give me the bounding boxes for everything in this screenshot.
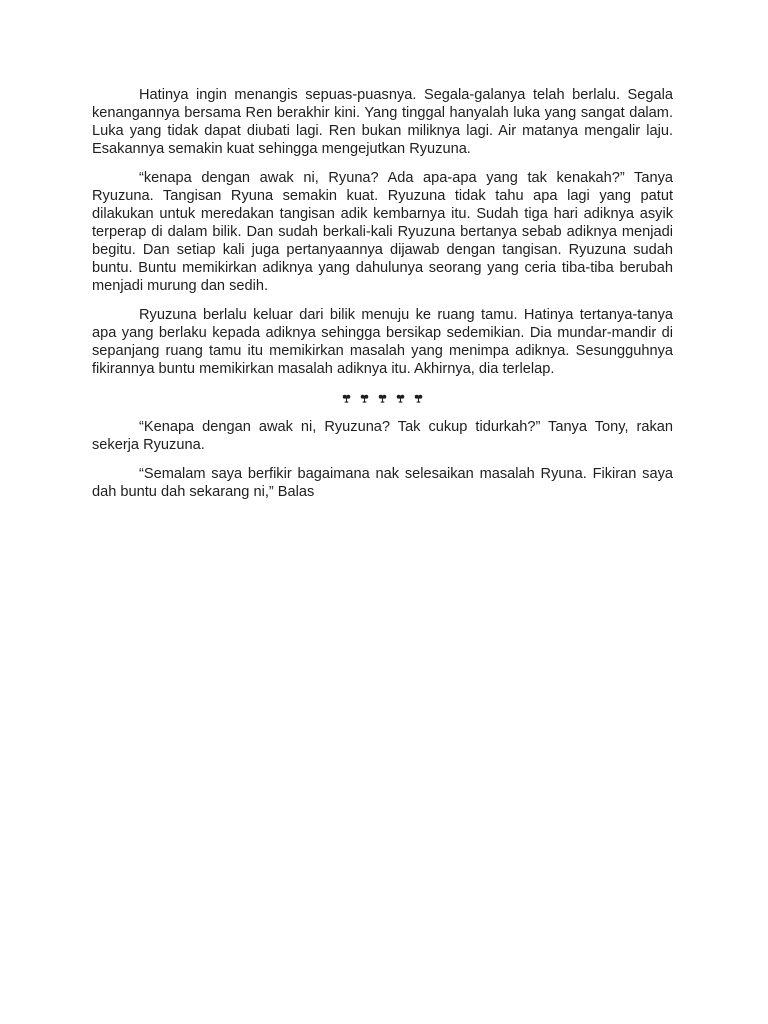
document-body <box>92 86 673 512</box>
paragraph: Hatinya ingin menangis sepuas-puasnya. Segala-galanya telah berlalu. Segala kenangannya bersama Ren berakhir kini. Yang tinggal hanyalah luka yang sangat dalam. Luka yang tidak dapat diubati lagi. Ren bukan miliknya lagi. Air matanya mengalir laju. Esakannya semakin kuat sehingga mengejutkan Ryuzuna. <box>92 87 673 157</box>
paragraph: Ryuzuna berlalu keluar dari bilik menuju ke ruang tamu. Hatinya tertanya-tanya apa yang berlaku kepada adiknya sehingga bersikap sedemikian. Dia mundar-mandir di sepanjang ruang tamu itu memikirkan masalah yang menimpa adiknya. Sesungguhnya fikirannya buntu memikirkan masalah adiknya itu. Akhirnya, dia terlelap. <box>92 307 673 377</box>
flourish-icon <box>414 394 423 403</box>
flourish-icon <box>378 394 387 403</box>
flourish-icon <box>360 394 369 403</box>
section-separator <box>92 389 673 407</box>
paragraph: “Kenapa dengan awak ni, Ryuzuna? Tak cukup tidurkah?” Tanya Tony, rakan sekerja Ryuzuna. <box>92 419 673 453</box>
flourish-icon <box>342 394 351 403</box>
flourish-icon <box>396 394 405 403</box>
paragraph: “Semalam saya berfikir bagaimana nak selesaikan masalah Ryuna. Fikiran saya dah buntu dah sekarang ni,” Balas <box>92 466 673 500</box>
paragraph: “kenapa dengan awak ni, Ryuna? Ada apa-apa yang tak kenakah?” Tanya Ryuzuna. Tangisan Ryuna semakin kuat. Ryuzuna tidak tahu apa lagi yang patut dilakukan untuk meredakan tangisan adik kembarnya itu. Sudah tiga hari adiknya asyik terperap di dalam bilik. Dan sudah berkali-kali Ryuzuna bertanya sebab adiknya menjadi begitu. Dan setiap kali juga pertanyaannya dijawab dengan tangisan. Ryuzuna sudah buntu. Buntu memikirkan adiknya yang dahulunya seorang yang ceria tiba-tiba berubah menjadi murung dan sedih. <box>92 170 673 294</box>
